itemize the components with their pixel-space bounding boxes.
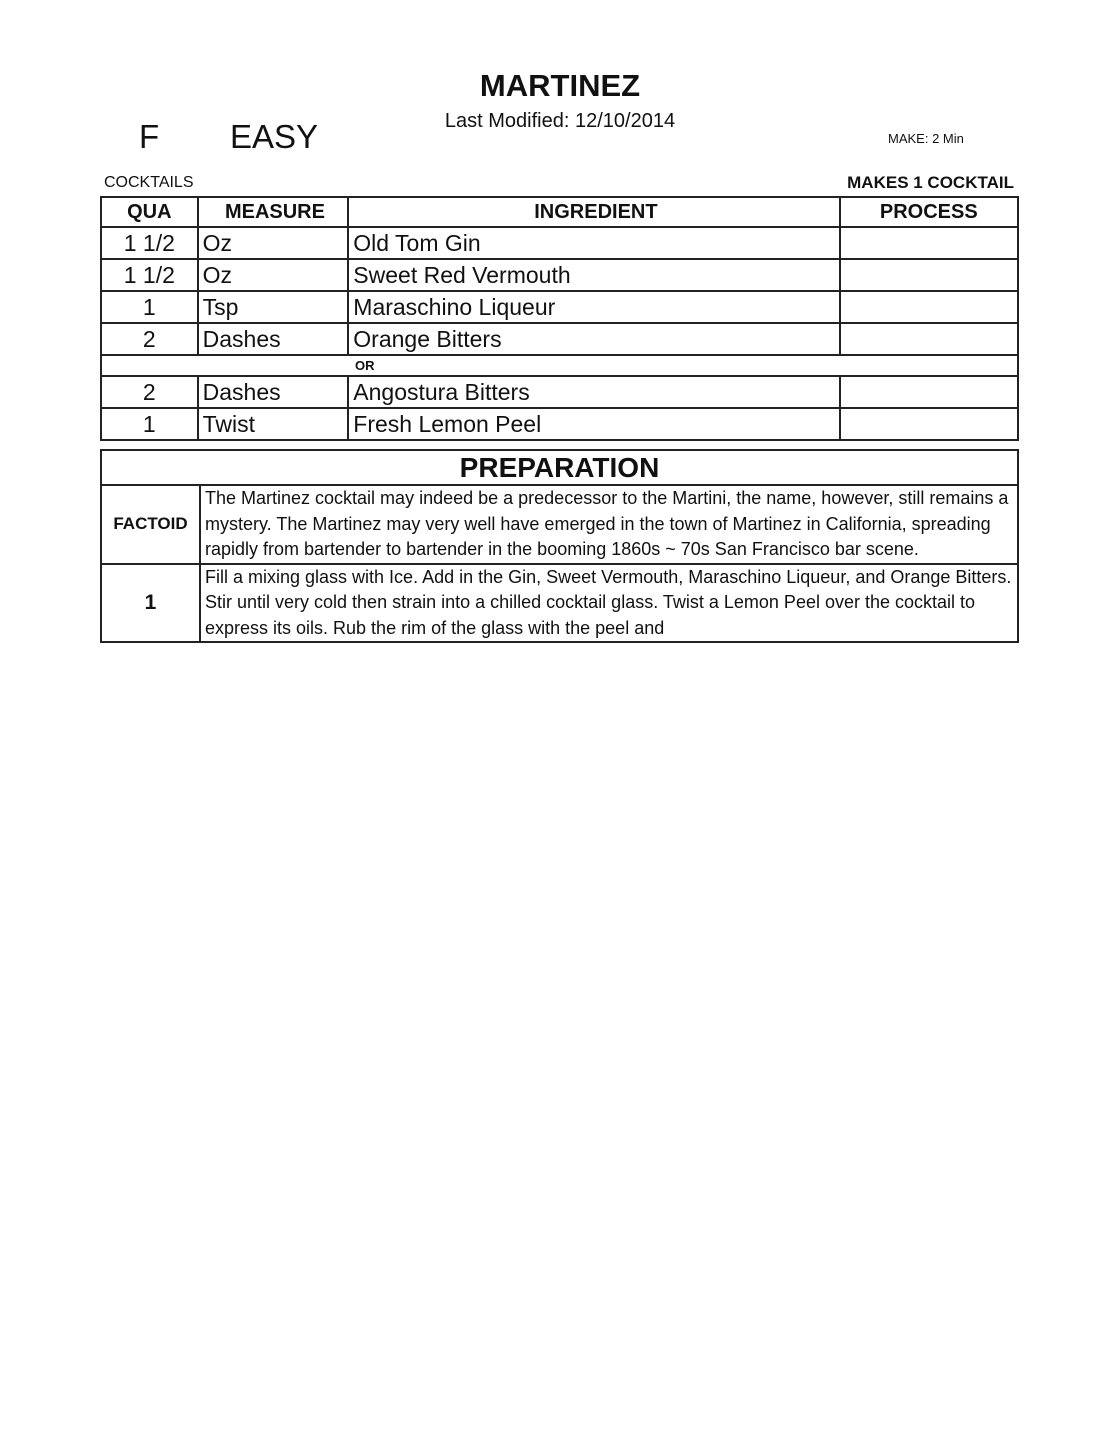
table-row <box>101 323 1018 355</box>
recipe-title: MARTINEZ <box>479 68 641 103</box>
process-cell <box>840 408 1018 440</box>
process-cell <box>840 323 1018 355</box>
factoid-row <box>101 485 1018 564</box>
factoid-label: FACTOID <box>101 485 200 564</box>
difficulty-label: EASY <box>230 118 319 155</box>
step-number: 1 <box>101 564 200 643</box>
qua-cell: 2 <box>101 376 198 408</box>
step-text: Fill a mixing glass with Ice. Add in the Gin, Sweet Vermouth, Maraschino Liqueur, and Orange Bitters. Stir until very cold then strain into a chilled cocktail glass. Twist a Lemon Peel over the cocktail to express its oils. Rub the rim of the glass with the peel and <box>200 564 1018 643</box>
qua-cell: 2 <box>101 323 198 355</box>
factoid-text: The Martinez cocktail may indeed be a predecessor to the Martini, the name, however, still remains a mystery. The Martinez may very well have emerged in the town of Martinez in California, spreading rapidly from bartender to bartender in the booming 1860s ~ 70s San Francisco bar scene. <box>200 485 1018 564</box>
preparation-table <box>100 449 1019 643</box>
ingredient-cell: Maraschino Liqueur <box>348 291 839 323</box>
table-header-row <box>101 197 1018 227</box>
column-header-process: PROCESS <box>840 197 1018 227</box>
column-header-qua: QUA <box>101 197 198 227</box>
process-cell <box>840 376 1018 408</box>
table-row <box>101 259 1018 291</box>
process-cell <box>840 291 1018 323</box>
qua-cell: 1 <box>101 408 198 440</box>
process-cell <box>840 227 1018 259</box>
ingredients-table <box>100 196 1019 441</box>
preparation-heading: PREPARATION <box>101 450 1018 485</box>
table-row <box>101 291 1018 323</box>
measure-cell: Oz <box>198 227 349 259</box>
make-time: MAKE: 2 Min <box>888 131 964 146</box>
process-cell <box>840 259 1018 291</box>
measure-cell: Dashes <box>198 323 349 355</box>
qua-cell: 1 <box>101 291 198 323</box>
or-label: OR <box>101 355 1018 376</box>
column-header-measure: MEASURE <box>198 197 349 227</box>
rating-grade: F <box>139 118 160 155</box>
qua-cell: 1 1/2 <box>101 259 198 291</box>
measure-cell: Tsp <box>198 291 349 323</box>
ingredient-cell: Sweet Red Vermouth <box>348 259 839 291</box>
measure-cell: Twist <box>198 408 349 440</box>
measure-cell: Dashes <box>198 376 349 408</box>
qua-cell: 1 1/2 <box>101 227 198 259</box>
yield-label: MAKES 1 COCKTAIL <box>847 173 1014 192</box>
ingredient-cell: Orange Bitters <box>348 323 839 355</box>
ingredient-cell: Old Tom Gin <box>348 227 839 259</box>
measure-cell: Oz <box>198 259 349 291</box>
preparation-header-row <box>101 450 1018 485</box>
table-row <box>101 376 1018 408</box>
step-row <box>101 564 1018 643</box>
table-row <box>101 227 1018 259</box>
last-modified: Last Modified: 12/10/2014 <box>444 110 676 132</box>
table-row <box>101 408 1018 440</box>
ingredient-cell: Angostura Bitters <box>348 376 839 408</box>
category-label: COCKTAILS <box>104 174 194 191</box>
or-separator-row <box>101 355 1018 376</box>
ingredient-cell: Fresh Lemon Peel <box>348 408 839 440</box>
column-header-ingredient: INGREDIENT <box>348 197 839 227</box>
